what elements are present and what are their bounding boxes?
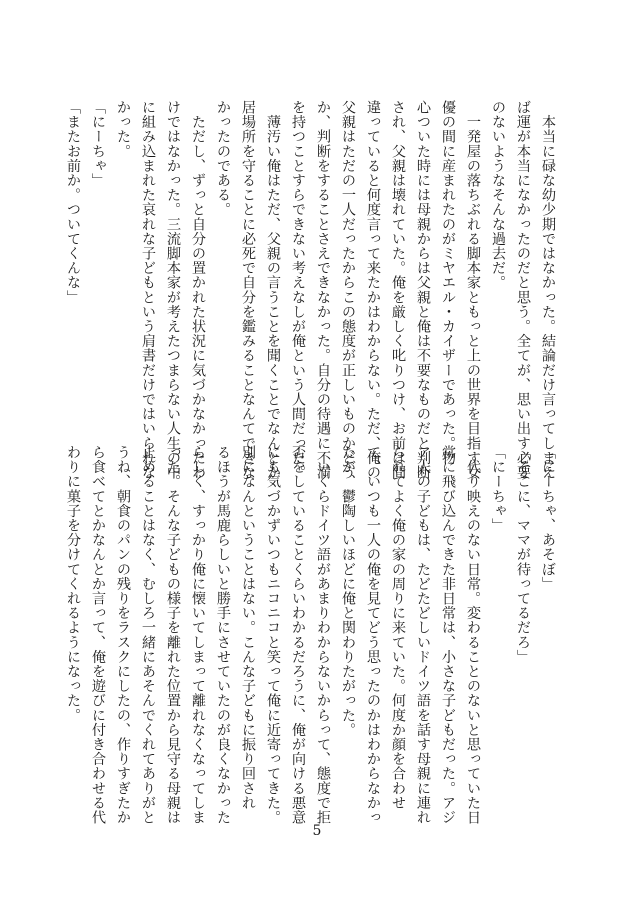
text-line: 「またお前か。ついてくんな」 [65,100,81,305]
text-line: 「そこに、ママが待ってるだろ」 [515,445,531,664]
text-line: 優の間に産まれたのがミヤエル・カイザーであった。物 [440,100,456,465]
text-line: を持つことすらできない考えなしが俺という人間だった。 [290,100,306,480]
text-line: 常に飛び込んできた非日常は、小さな子どもだった。アジ [440,445,456,825]
text-line: ら食べてとかなんとか言って、俺を遊びに付き合わせる代 [90,445,106,825]
text-line: 心ついた時には母親からは父親と俺は不要なものだと判断 [415,100,431,480]
text-line: 否をしていることくらいわかるだろうに、俺が向ける悪意 [290,445,306,825]
text-line: 一発屋の落ちぶれる脚本家ともっと上の世界を目指す女 [465,100,481,480]
text-line: され、父親は壊れていた。俺を厳しく叱りつけ、お前は間 [390,100,406,480]
text-line: けではなかった。三流脚本家が考えたつまらない人生の中 [165,100,181,480]
text-line: かった。 [115,100,131,159]
text-line: いくらドイツ語があまりわからないからって、態度で拒 [315,445,331,825]
text-line: った。そんな子どもの様子を離れた位置から見守る母親は [165,445,181,825]
text-line: か、判断をすることさえできなかった。自分の待遇に不満 [315,100,331,480]
text-line: 別になんということはない。こんな子どもに振り回され [240,445,256,810]
page-number: 5 [312,823,322,839]
text-block-bottom [60,445,560,825]
text-line: らしく、すっかり俺に懐いてしまって離れなくなってしま [190,445,206,825]
text-line: 本当に碌な幼少期ではなかった。結論だけ言ってしまえ [540,100,556,480]
text-line: かったのである。 [215,100,231,217]
text-line: 違っていると何度言って来たかはわからない。ただ、俺の [365,100,381,480]
text-line: 居場所を守ることに必死で自分を鑑みることなんてできな [240,100,256,480]
text-line: 止めることはなく、むしろ一緒にあそんでくれてありがと [140,445,156,825]
text-line: て、いつも一人の俺を見てどう思ったのかはわからなかっ [365,445,381,825]
text-block-top [60,100,560,480]
text-line: に組み込まれた哀れな子どもという肩書だけではいられな [140,100,156,480]
text-line: にも気づかずいつもニコニコと笑って俺に近寄ってきた。 [265,445,281,825]
text-line: ば運が本当になかったのだと思う。全てが、思い出す必要 [515,100,531,480]
text-line: 「にーちゃ」 [490,445,506,533]
text-line: 父親はただの一人だったからこの態度が正しいものかどう [340,100,356,480]
text-line: られてよく俺の家の周りに来ていた。何度か顔を合わせ [390,445,406,810]
text-line: のないようなそんな過去だ。 [490,100,506,290]
text-line: たが、鬱陶しいほどに俺と関わりたがった。 [340,445,356,737]
text-line: るほうが馬鹿らしいと勝手にさせていたのが良くなかった [215,445,231,825]
text-line: わりに菓子を分けてくれるようになった。 [65,445,81,723]
text-line: うね、朝食のパンの残りをラスクにしたの、作りすぎたか [115,445,131,825]
text-line: 薄汚い俺はただ、父親の言うことを聞くことでなんとか [265,100,281,480]
text-line: ただし、ずっと自分の置かれた状況に気づかなかったわ [190,100,206,480]
text-line: ア人の子どもは、たどたどしいドイツ語を話す母親に連れ [415,445,431,825]
text-line: 「にーちゃ」 [90,100,106,188]
text-line: 「にーちゃ、あそぼ」 [540,445,556,591]
text-line: 代り映えのない日常。変わることのないと思っていた日 [465,445,481,825]
